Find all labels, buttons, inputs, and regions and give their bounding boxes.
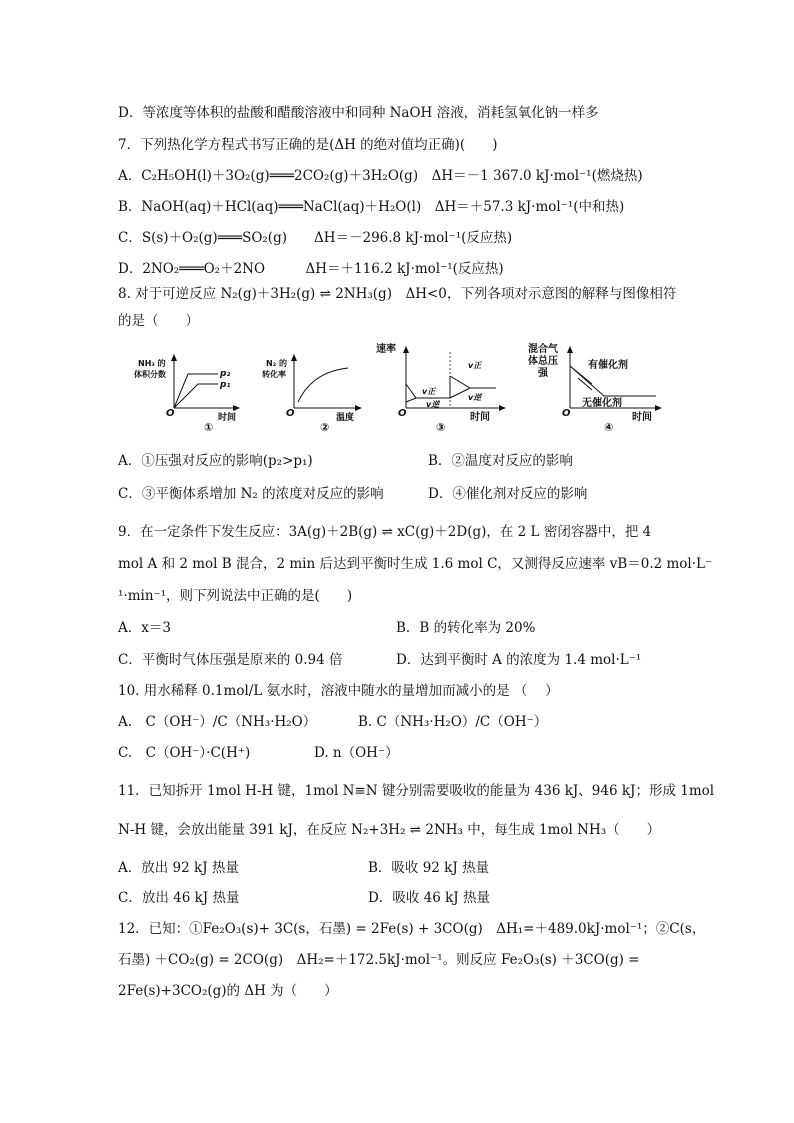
figure-1 — [126, 338, 246, 434]
q8-option-b: B．②温度对反应的影响 — [428, 453, 573, 469]
q9-option-b: B．B 的转化率为 20% — [396, 620, 536, 636]
figures-row — [118, 338, 678, 434]
q11-option-c: C．放出 46 kJ 热量 — [118, 890, 240, 906]
figure-3-ylabel: 速率 — [376, 344, 396, 355]
q10-option-d: D. n（OH⁻） — [314, 745, 399, 761]
q7-option-c: C．S(s)＋O₂(g)═══SO₂(g) ΔH＝－296.8 kJ·mol⁻¹(反应热) — [118, 230, 513, 246]
figure-1-origin: O — [166, 408, 175, 419]
figure-2-ylabel1: N₂ 的 — [266, 359, 287, 368]
q10-option-c: C. C（OH⁻）·C(H⁺) — [118, 745, 251, 761]
figure-4-origin: O — [562, 408, 571, 419]
figure-1-ylabel2: 体积分数 — [134, 370, 166, 379]
q9-option-a: A．x＝3 — [118, 620, 171, 636]
figure-3 — [372, 338, 512, 434]
figure-2-number: ② — [320, 421, 330, 434]
q7-option-a: A．C₂H₅OH(l)＋3O₂(g)═══2CO₂(g)＋3H₂O(g) ΔH＝－1 367.0 kJ·mol⁻¹(燃烧热) — [118, 168, 643, 184]
q9-option-d: D．达到平衡时 A 的浓度为 1.4 mol·L⁻¹ — [396, 652, 642, 668]
figure-2-origin: O — [286, 408, 295, 419]
figure-3-origin: O — [398, 408, 407, 419]
figure-4-xlabel: 时间 — [632, 412, 652, 423]
q8-option-d: D．④催化剂对反应的影响 — [428, 486, 588, 502]
figure-1-p1: p₁ — [220, 380, 231, 390]
question-12-line2: 石墨) ＋CO₂(g) = 2CO(g) ΔH₂=＋172.5kJ·mol⁻¹。则反应 Fe₂O₃(s) ＋3CO(g) = — [118, 952, 640, 968]
figure-3-v-forward-2: v正 — [468, 361, 482, 370]
figure-4-ylabel2: 体总压 — [528, 356, 558, 367]
q10-option-a: A. C（OH⁻）/C（NH₃·H₂O） — [118, 714, 317, 730]
q11-option-b: B．吸收 92 kJ 热量 — [368, 860, 490, 876]
q10-option-b: B. C（NH₃·H₂O）/C（OH⁻） — [358, 714, 548, 730]
q9-option-c: C．平衡时气体压强是原来的 0.94 倍 — [118, 652, 343, 668]
figure-3-v-reverse-2: v逆 — [468, 393, 482, 402]
question-9-line1: 9．在一定条件下发生反应：3A(g)＋2B(g) ⇌ xC(g)＋2D(g)，在 2 L 密闭容器中，把 4 — [118, 524, 652, 540]
figure-4-no-catalyst-label: 无催化剂 — [582, 398, 622, 409]
q8-option-c: C．③平衡体系增加 N₂ 的浓度对反应的影响 — [118, 486, 384, 502]
figure-4-ylabel1: 混合气 — [528, 344, 558, 355]
question-8-line1: 8. 对于可逆反应 N₂(g)＋3H₂(g) ⇌ 2NH₃(g) ΔH<0，下列各项对示意图的解释与图像相符 — [118, 286, 677, 302]
figure-1-ylabel1: NH₃ 的 — [138, 359, 166, 368]
figure-1-xlabel: 时间 — [218, 413, 237, 423]
figure-2-xlabel: 温度 — [336, 413, 355, 423]
figure-4-number: ④ — [604, 421, 614, 434]
question-7: 7．下列热化学方程式书写正确的是(ΔH 的绝对值均正确)( ) — [118, 137, 498, 153]
figure-4-catalyst-label: 有催化剂 — [588, 360, 628, 371]
question-12-line1: 12．已知：①Fe₂O₃(s)+ 3C(s，石墨) = 2Fe(s) + 3CO(g) ΔH₁=＋489.0kJ·mol⁻¹；②C(s， — [118, 921, 706, 937]
figure-4-ylabel3: 强 — [538, 368, 548, 379]
figure-2 — [250, 338, 370, 434]
question-12-line3: 2Fe(s)+3CO₂(g)的 ΔH 为（ ） — [118, 983, 338, 999]
figure-1-number: ① — [204, 421, 214, 434]
q7-option-d: D．2NO₂═══O₂＋2NO ΔH＝＋116.2 kJ·mol⁻¹(反应热) — [118, 261, 504, 277]
question-11-line1: 11．已知拆开 1mol H-H 键，1mol N≡N 键分别需要吸收的能量为 436 kJ、946 kJ；形成 1mol — [118, 783, 715, 799]
question-11-line2: N-H 键，会放出能量 391 kJ，在反应 N₂+3H₂ ⇌ 2NH₃ 中，每生成 1mol NH₃（ ） — [118, 822, 661, 838]
question-8-line2: 的是（ ） — [118, 313, 199, 329]
figure-3-v-forward: v正 — [422, 387, 436, 396]
q8-option-a: A．①压强对反应的影响(p₂>p₁) — [118, 453, 313, 469]
figure-3-xlabel: 时间 — [470, 412, 490, 423]
figure-2-ylabel2: 转化率 — [262, 370, 286, 379]
q11-option-a: A．放出 92 kJ 热量 — [118, 860, 239, 876]
q7-option-b: B．NaOH(aq)＋HCl(aq)═══NaCl(aq)＋H₂O(l) ΔH＝＋57.3 kJ·mol⁻¹(中和热) — [118, 199, 625, 215]
figure-4 — [526, 338, 666, 434]
text-line: D．等浓度等体积的盐酸和醋酸溶液中和同种 NaOH 溶液，消耗氢氧化钠一样多 — [118, 105, 599, 121]
figure-3-v-reverse: v逆 — [426, 400, 440, 409]
question-9-line3: ¹·min⁻¹，则下列说法中正确的是( ) — [118, 588, 353, 604]
question-10: 10. 用水稀释 0.1mol/L 氨水时，溶液中随水的量增加而减小的是 （ ） — [118, 683, 559, 699]
question-9-line2: mol A 和 2 mol B 混合，2 min 后达到平衡时生成 1.6 mol C，又测得反应速率 vB＝0.2 mol·L⁻ — [118, 556, 713, 572]
q11-option-d: D．吸收 46 kJ 热量 — [368, 890, 490, 906]
figure-1-p2: p₂ — [220, 369, 231, 379]
figure-3-number: ③ — [436, 421, 446, 434]
